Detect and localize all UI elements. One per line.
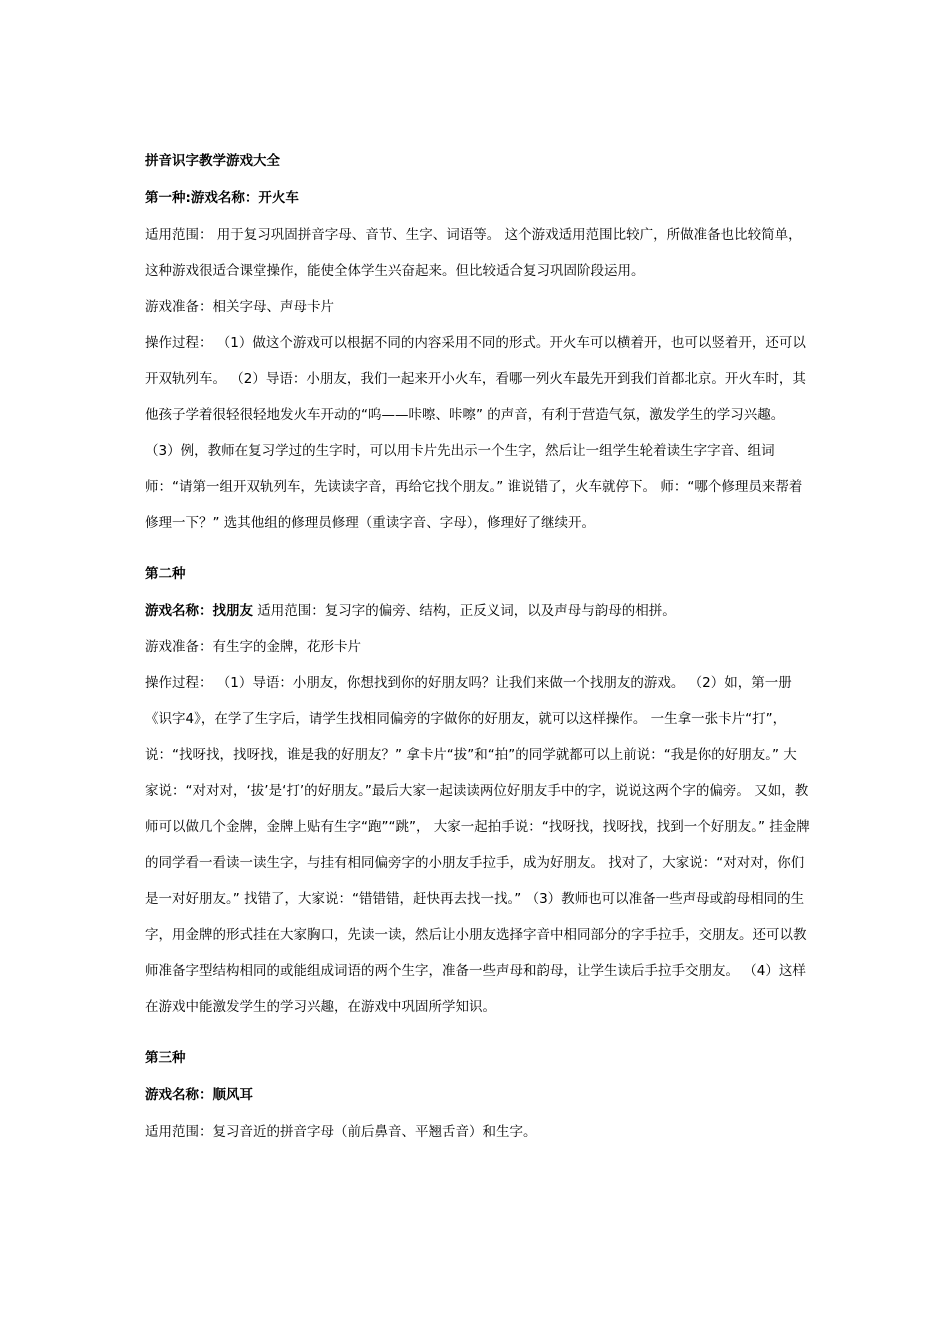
section1-scope: 适用范围： 用于复习巩固拼音字母、音节、生字、词语等。 这个游戏适用范围比较广，所做准备也比较简单，这种游戏很适合课堂操作，能使全体学生兴奋起来。但比较适合复习巩固阶段运用。 [145, 227, 802, 279]
section2-process: 操作过程： （1）导语：小朋友，你想找到你的好朋友吗？让我们来做一个找朋友的游戏。 （2）如，第一册《识字4》，在学了生字后，请学生找相同偏旁的字做你的好朋友，就可以这样操作。 一生拿一张卡片“打”，说：“找呀找，找呀找，谁是我的好朋友？” 拿卡片“拔”和“拍”的同学就都可以上前说：“我是你的好朋友。” 大家说：“对对对，‘拔’是‘打’的好朋友。”最后大家一起读读两位好朋友手中的字，说说这两个字的偏旁。 又如，教师可以做几个金牌，金牌上贴有生字“跑”“跳”， 大家一起拍手说：“找呀找，找呀找，找到一个好朋友。” 挂金牌的同学看一看读一读生字，与挂有相同偏旁字的小朋友手拉手，成为好朋友。 找对了，大家说：“对对对，你们是一对好朋友。” 找错了，大家说：“错错错，赶快再去找一找。” （3）教师也可以准备一些声母或韵母相同的生字，用金牌的形式挂在大家胸口，先读一读，然后让小朋友选择字音中相同部分的字手拉手，交朋友。还可以教师准备字型结构相同的或能组成词语的两个生字，准备一些声母和韵母，让学生读后手拉手交朋友。 （4）这样在游戏中能激发学生的学习兴趣，在游戏中巩固所学知识。 [145, 675, 810, 1015]
section2-name-line [145, 593, 810, 629]
section1-prep: 游戏准备：相关字母、声母卡片 [145, 299, 334, 315]
section2-scope: 适用范围：复习字的偏旁、结构，正反义词，以及声母与韵母的相拼。 [253, 603, 676, 619]
section2-prep: 游戏准备：有生字的金牌，花形卡片 [145, 639, 361, 655]
section-spacer [145, 541, 810, 563]
section1-heading: 第一种:游戏名称：开火车 [145, 190, 299, 206]
document-title: 拼音识字教学游戏大全 [145, 153, 280, 169]
section3-heading: 第三种 [145, 1050, 186, 1066]
document-body [145, 150, 810, 1150]
section3-name-label: 游戏名称：顺风耳 [145, 1087, 253, 1103]
section2-heading: 第二种 [145, 566, 186, 582]
section1-process: 操作过程： （1）做这个游戏可以根据不同的内容采用不同的形式。开火车可以横着开，也可以竖着开，还可以开双轨列车。 （2）导语：小朋友，我们一起来开小火车，看哪一列火车最先开到我们首都北京。开火车时，其他孩子学着很轻很轻地发火车开动的“呜——咔嚓、咔嚓” 的声音，有利于营造气氛，激发学生的学习兴趣。 （3）例，教师在复习学过的生字时，可以用卡片先出示一个生字，然后让一组学生轮着读生字字音、组词 师：“请第一组开双轨列车，先读读字音，再给它找个朋友。” 谁说错了，火车就停下。 师：“哪个修理员来帮着修理一下？” 选其他组的修理员修理（重读字音、字母），修理好了继续开。 [145, 335, 806, 531]
section2-name-label: 游戏名称：找朋友 [145, 603, 253, 619]
section-spacer [145, 1025, 810, 1047]
section3-scope: 适用范围：复习音近的拼音字母（前后鼻音、平翘舌音）和生字。 [145, 1124, 537, 1140]
